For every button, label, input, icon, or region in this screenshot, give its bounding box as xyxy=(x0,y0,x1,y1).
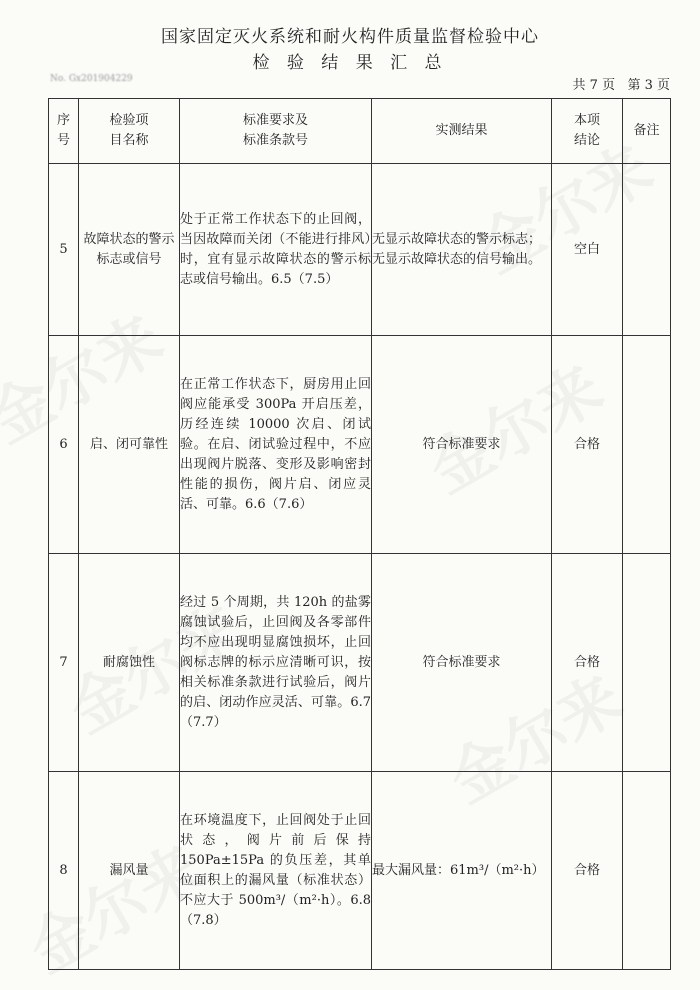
cell-item: 漏风量 xyxy=(79,772,180,970)
cell-conclusion: 合格 xyxy=(552,554,623,772)
report-subtitle: 检 验 结 果 汇 总 xyxy=(252,53,448,73)
cell-requirement: 经过 5 个周期，共 120h 的盐雾腐蚀试验后，止回阀及各零部件均不应出现明显腐蚀损坏，止回阀标志牌的标示应清晰可识，按相关标准条款进行试验后，阀片的启、闭动作应灵活、可靠。6.7（7.7） xyxy=(180,554,372,772)
cell-seq: 6 xyxy=(49,336,79,554)
cell-item: 故障状态的警示标志或信号 xyxy=(79,164,180,336)
cell-seq: 5 xyxy=(49,164,79,336)
cell-item: 耐腐蚀性 xyxy=(79,554,180,772)
cell-result: 无显示故障状态的警示标志；无显示故障状态的信号输出。 xyxy=(372,164,552,336)
cell-item: 启、闭可靠性 xyxy=(79,336,180,554)
report-title: 国家固定灭火系统和耐火构件质量监督检验中心 xyxy=(161,27,539,47)
header-item: 检验项 目名称 xyxy=(79,99,180,164)
header-requirement: 标准要求及 标准条款号 xyxy=(180,99,372,164)
cell-conclusion: 合格 xyxy=(552,772,623,970)
cell-requirement: 在环境温度下，止回阀处于止回状态，阀片前后保持 150Pa±15Pa 的负压差，其单位面积上的漏风量（标准状态）不应大于 500m³/（m²·h）。6.8（7.8） xyxy=(180,772,372,970)
cell-conclusion: 空白 xyxy=(552,164,623,336)
table-header-row xyxy=(49,99,671,164)
header-seq: 序 号 xyxy=(49,99,79,164)
cell-result: 最大漏风量：61m³/（m²·h） xyxy=(372,772,552,970)
header-note: 备注 xyxy=(623,99,671,164)
results-table xyxy=(48,98,671,970)
cell-note xyxy=(623,336,671,554)
cell-conclusion: 合格 xyxy=(552,336,623,554)
table-row xyxy=(49,554,671,772)
cell-note xyxy=(623,554,671,772)
document-number: No. Gx201904229 xyxy=(50,74,133,84)
cell-result: 符合标准要求 xyxy=(372,554,552,772)
page-info: 共 7 页 第 3 页 xyxy=(572,78,670,93)
cell-result: 符合标准要求 xyxy=(372,336,552,554)
header-conclusion: 本项 结论 xyxy=(552,99,623,164)
cell-requirement: 处于正常工作状态下的止回阀，当因故障而关闭（不能进行排风）时，宜有显示故障状态的警示标志或信号输出。6.5（7.5） xyxy=(180,164,372,336)
table-row xyxy=(49,772,671,970)
cell-seq: 8 xyxy=(49,772,79,970)
cell-requirement: 在正常工作状态下，厨房用止回阀应能承受 300Pa 开启压差，历经连续 10000 次启、闭试验。在启、闭试验过程中，不应出现阀片脱落、变形及影响密封性能的损伤，阀片启、闭应灵活、可靠。6.6（7.6） xyxy=(180,336,372,554)
cell-note xyxy=(623,164,671,336)
table-row xyxy=(49,336,671,554)
cell-note xyxy=(623,772,671,970)
cell-seq: 7 xyxy=(49,554,79,772)
header-result: 实测结果 xyxy=(372,99,552,164)
table-row xyxy=(49,164,671,336)
